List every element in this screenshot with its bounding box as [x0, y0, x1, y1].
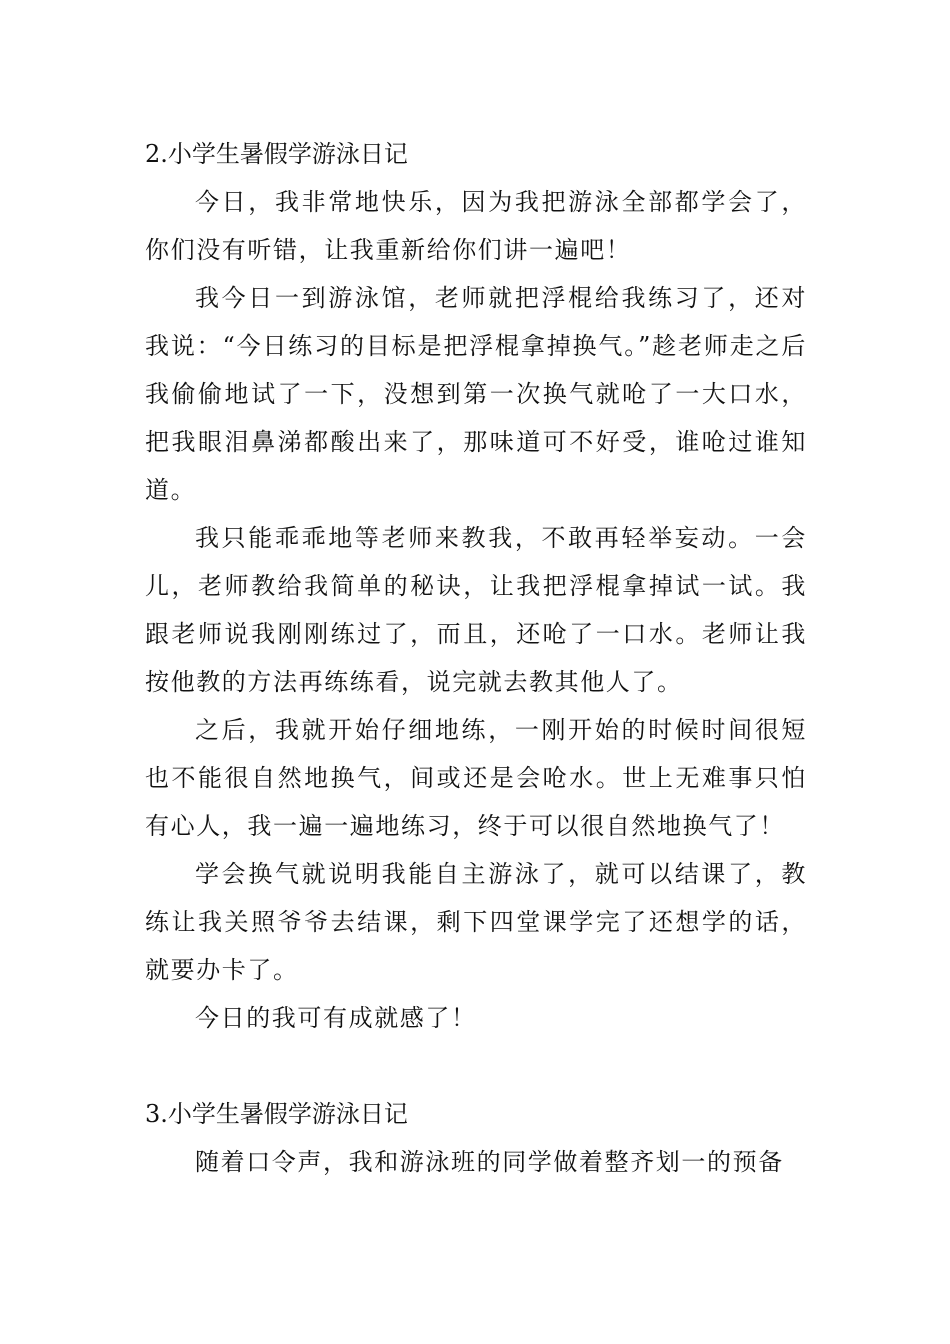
paragraph: 我今日一到游泳馆，老师就把浮棍给我练习了，还对我说：“今日练习的目标是把浮棍拿掉换气。”趁老师走之后我偷偷地试了一下，没想到第一次换气就呛了一大口水，把我眼泪鼻涕都酸出来了，那味道可不好受，谁呛过谁知道。: [145, 284, 807, 504]
section-3: [145, 1090, 807, 1186]
paragraph: 随着口令声，我和游泳班的同学做着整齐划一的预备: [195, 1148, 784, 1176]
paragraph: 学会换气就说明我能自主游泳了，就可以结课了，教练让我关照爷爷去结课，剩下四堂课学完了还想学的话，就要办卡了。: [145, 860, 807, 984]
paragraph: 今日，我非常地快乐，因为我把游泳全部都学会了，你们没有听错，让我重新给你们讲一遍吧！: [145, 188, 807, 264]
paragraph: 今日的我可有成就感了！: [195, 1004, 477, 1032]
section-2: [145, 130, 807, 1042]
paragraph: 之后，我就开始仔细地练，一刚开始的时候时间很短也不能很自然地换气，间或还是会呛水。世上无难事只怕有心人，我一遍一遍地练习，终于可以很自然地换气了！: [145, 716, 807, 840]
section-heading: 3.小学生暑假学游泳日记: [145, 1100, 408, 1128]
document-page: [145, 130, 807, 1186]
section-heading: 2.小学生暑假学游泳日记: [145, 140, 408, 168]
paragraph: 我只能乖乖地等老师来教我，不敢再轻举妄动。一会儿，老师教给我简单的秘诀，让我把浮棍拿掉试一试。我跟老师说我刚刚练过了，而且，还呛了一口水。老师让我按他教的方法再练练看，说完就去教其他人了。: [145, 524, 807, 696]
section-gap: [145, 1042, 807, 1090]
